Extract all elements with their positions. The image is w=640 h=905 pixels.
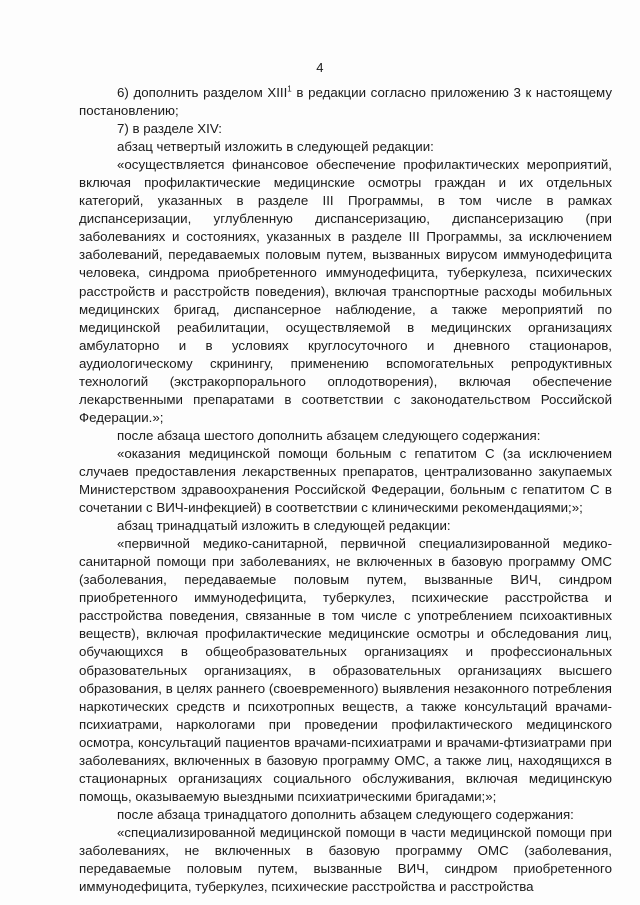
paragraph-quoted-text: «специализированной медицинской помощи в части медицинской помощи при заболеваниях, не включенных в базовую программу ОМС (заболевания, передаваемые половым путем, вызванные ВИЧ, синдром приобретенного иммунодефицита, туберкулез, психические расстройства и расстройства: [79, 824, 612, 895]
paragraph-item-6: [79, 84, 612, 120]
document-body: [79, 84, 612, 896]
paragraph-instruction: абзац тринадцатый изложить в следующей редакции:: [117, 518, 451, 534]
paragraph-item-6-text-continued: в редакции согласно приложению 3 к настоящему постановлению;: [79, 85, 612, 119]
page-number: 4: [316, 60, 324, 75]
paragraph-quoted-text: «осуществляется финансовое обеспечение профилактических мероприятий, включая профилактические медицинские осмотры граждан и их отдельных категорий, указанных в разделе III Программы, в том числе в рамках диспансеризации, углубленную диспансеризацию, диспансеризацию (при заболеваниях и состояниях, указанных в разделе III Программы, за исключением заболеваний, передаваемых половым путем, вызванных вирусом иммунодефицита человека, синдрома приобретенного иммунодефицита, туберкулеза, психических расстройств и расстройств поведения), включая транспортные расходы мобильных медицинских бригад, диспансерное наблюдение, а также мероприятий по медицинской реабилитации, осуществляемой в медицинских организациях амбулаторно и в условиях круглосуточного и дневного стационаров, аудиологическому скринингу, применению вспомогательных репродуктивных технологий (экстракорпорального оплодотворения), включая обеспечение лекарственными препаратами в соответствии с законодательством Российской Федерации.»;: [79, 157, 612, 425]
superscript-index: 1: [287, 84, 292, 94]
paragraph-instruction: после абзаца шестого дополнить абзацем следующего содержания:: [117, 427, 541, 443]
paragraph-quoted-text: «оказания медицинской помощи больным с гепатитом С (за исключением случаев предоставления лекарственных препаратов, централизованно закупаемых Министерством здравоохранения Российской Федерации, больным с гепатитом С в сочетании с ВИЧ-инфекцией) в соответствии с клиническими рекомендациями;»;: [79, 445, 612, 516]
paragraph-instruction: после абзаца тринадцатого дополнить абзацем следующего содержания:: [117, 806, 574, 822]
paragraph-item-7: 7) в разделе XIV:: [117, 121, 222, 137]
paragraph-instruction: абзац четвертый изложить в следующей редакции:: [117, 139, 434, 155]
paragraph-quoted-text: «первичной медико-санитарной, первичной специализированной медико-санитарной помощи при заболеваниях, не включенных в базовую программу ОМС (заболевания, передаваемые половым путем, вызванные ВИЧ, синдром приобретенного иммунодефицита, туберкулез, психические расстройства и расстройства поведения, связанные в том числе с употреблением психоактивных веществ), включая профилактические медицинские осмотры и обследования лиц, обучающихся в общеобразовательных организациях и профессиональных образовательных организациях, в образовательных организациях высшего образования, в целях раннего (своевременного) выявления незаконного потребления наркотических средств и психотропных веществ, а также консультаций врачами-психиатрами, наркологами при проведении профилактического медицинского осмотра, консультаций пациентов врачами-психиатрами и врачами-фтизиатрами при заболеваниях, включенных в базовую программу ОМС, а также лиц, находящихся в стационарных организациях социального обслуживания, включая медицинскую помощь, оказываемую выездными психиатрическими бригадами;»;: [79, 536, 612, 804]
paragraph-item-6-text: 6) дополнить разделом XIII: [117, 85, 288, 100]
